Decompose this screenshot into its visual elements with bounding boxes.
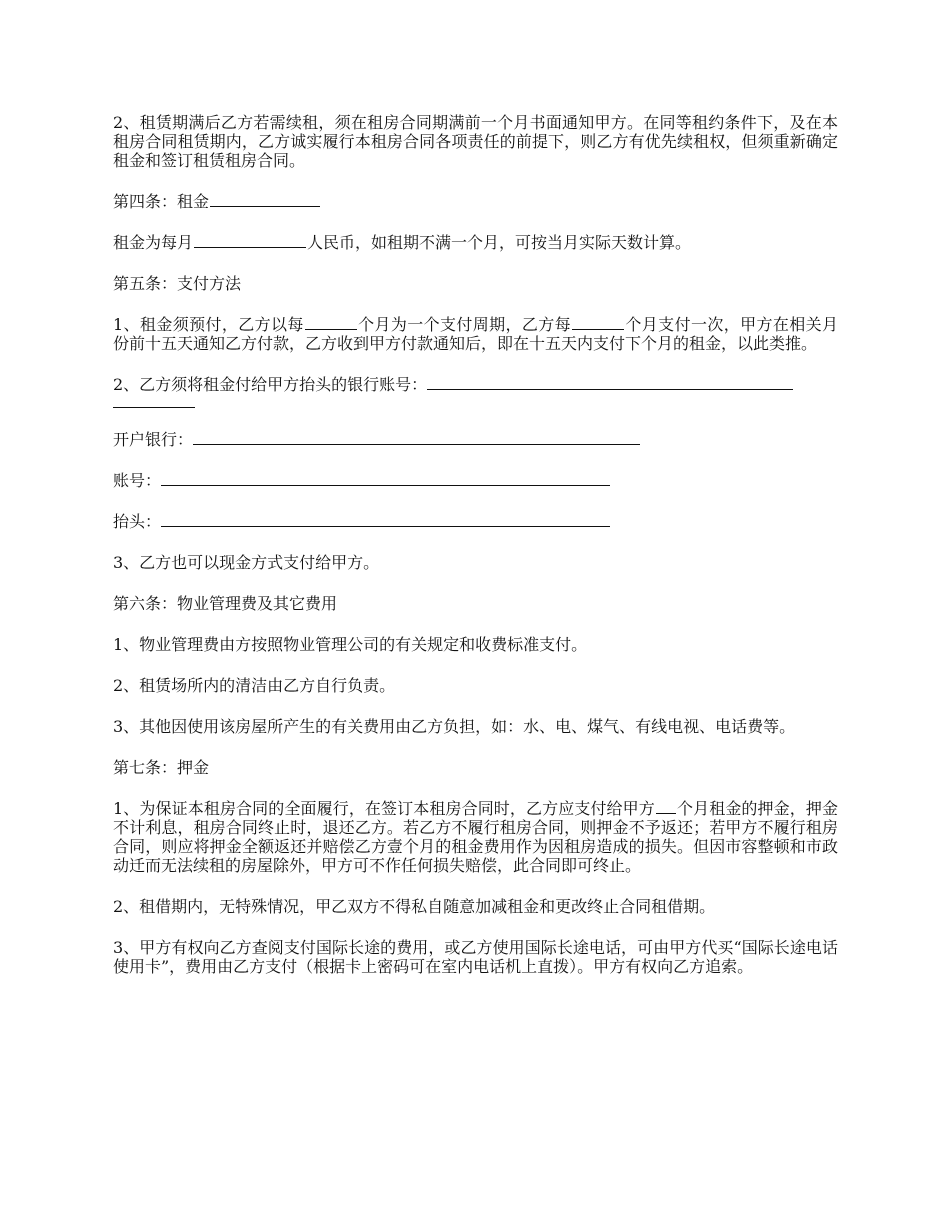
payee-label: 抬头： <box>113 512 162 531</box>
deposit-months-blank <box>656 799 676 814</box>
deposit-1-paragraph <box>113 799 838 875</box>
rent-blank <box>210 192 320 207</box>
article-4-title <box>113 192 838 211</box>
payee-blank <box>161 512 610 527</box>
payment-months-blank <box>572 315 624 330</box>
fee-2-paragraph: 2、租赁场所内的清洁由乙方自行负责。 <box>113 676 396 695</box>
payment-2-text: 2、乙方须将租金付给甲方抬头的银行账号： <box>113 375 428 394</box>
payment-cycle-blank <box>305 315 357 330</box>
payment-2-paragraph <box>113 375 838 408</box>
account-label: 账号： <box>113 471 162 490</box>
rent-text-a: 租金为每月 <box>113 233 194 252</box>
contract-page <box>113 113 838 998</box>
fee-1-paragraph: 1、物业管理费由方按照物业管理公司的有关规定和收费标准支付。 <box>113 635 588 654</box>
article-4-title-text: 第四条：租金 <box>113 192 210 211</box>
article-7-title: 第七条：押金 <box>113 758 210 777</box>
payment-1-text-c: 个月支付一次，甲方在相关月份前十五天通知乙方付款，乙方收到甲方付款通知后，即在十五天内支付下个月的租金，以此类推。 <box>113 315 838 353</box>
deposit-3-paragraph: 3、甲方有权向乙方查阅支付国际长途的费用，或乙方使用国际长途电话，可由甲方代买“国际长途电话使用卡”，费用由乙方支付（根据卡上密码可在室内电话机上直拨）。甲方有权向乙方追索。 <box>113 938 838 976</box>
deposit-1-text-a: 1、为保证本租房合同的全面履行，在签订本租房合同时，乙方应支付给甲方 <box>113 799 655 818</box>
bank-account-blank <box>427 375 793 390</box>
payment-1-text-a: 1、租金须预付，乙方以每 <box>113 315 304 334</box>
monthly-rent-blank <box>194 233 306 248</box>
account-blank <box>161 471 610 486</box>
article-5-title: 第五条：支付方法 <box>113 274 242 293</box>
payment-1-text-b: 个月为一个支付周期，乙方每 <box>357 315 572 334</box>
account-row <box>113 471 838 490</box>
payment-1-paragraph <box>113 315 838 353</box>
renewal-paragraph: 2、租赁期满后乙方若需续租，须在租房合同期满前一个月书面通知甲方。在同等租约条件下，及在本租房合同租赁期内，乙方诚实履行本租房合同各项责任的前提下，则乙方有优先续租权，但须重新确定租金和签订租赁租房合同。 <box>113 113 838 170</box>
bank-row <box>113 430 838 449</box>
article-6-title: 第六条：物业管理费及其它费用 <box>113 594 338 613</box>
bank-label: 开户银行： <box>113 430 194 449</box>
bank-account-blank-continued <box>113 394 195 408</box>
bank-blank <box>193 430 640 445</box>
deposit-2-paragraph: 2、租借期内，无特殊情况，甲乙双方不得私自随意加减租金和更改终止合同租借期。 <box>113 897 716 916</box>
fee-3-paragraph: 3、其他因使用该房屋所产生的有关费用由乙方负担，如：水、电、煤气、有线电视、电话费等。 <box>113 717 796 736</box>
deposit-1-text-b: 个月租金的押金，押金不计利息，租房合同终止时，退还乙方。若乙方不履行租房合同，则押金不予返还；若甲方不履行租房合同，则应将押金全额返还并赔偿乙方壹个月的租金费用作为因租房造成的损失。但因市容整顿和市政动迁而无法续租的房屋除外，甲方可不作任何损失赔偿，此合同即可终止。 <box>113 799 838 875</box>
payee-row <box>113 512 838 531</box>
rent-paragraph <box>113 233 838 252</box>
rent-text-b: 人民币，如租期不满一个月，可按当月实际天数计算。 <box>307 233 692 252</box>
payment-3-paragraph: 3、乙方也可以现金方式支付给甲方。 <box>113 553 380 572</box>
